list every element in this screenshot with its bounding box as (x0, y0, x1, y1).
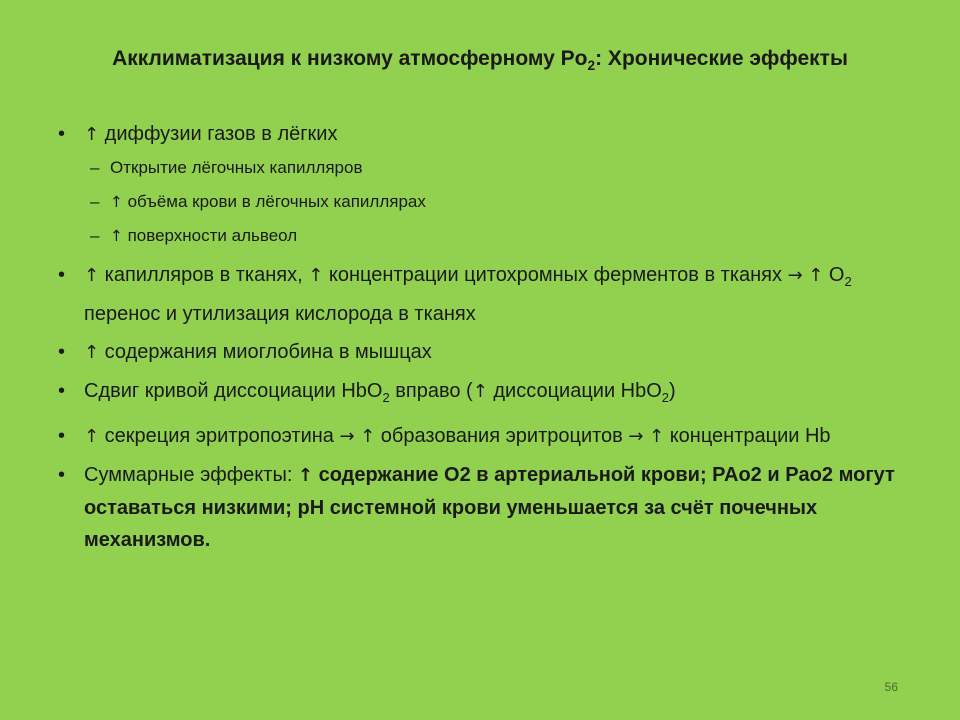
bullet-icon: • (58, 123, 66, 145)
right-arrow-icon: → (339, 426, 355, 447)
slide-title: Акклиматизация к низкому атмосферному $Po_2$: Хронические эффекты (112, 47, 848, 74)
bullet-icon: • (58, 380, 66, 402)
up-arrow-icon: ↑ (297, 465, 314, 486)
bullet-icon: • (58, 341, 66, 363)
up-arrow-icon: ↑ (110, 227, 123, 245)
up-arrow-icon: ↑ (360, 426, 376, 447)
list-item: • Суммарные эффекты: ↑ содержание O2 в артериальной крови; PAo2 и Pao2 могут оставаться низкими; pH системной крови уменьшается за счёт почечных механизмов. (58, 459, 918, 556)
bullet-icon: • (58, 425, 66, 447)
right-arrow-icon: → (628, 426, 644, 447)
bullet-list (58, 118, 918, 556)
dash-icon: – (90, 226, 100, 245)
up-arrow-icon: ↑ (472, 381, 488, 402)
list-item: • ↑ содержания миоглобина в мышцах (58, 336, 918, 369)
up-arrow-icon: ↑ (84, 265, 100, 286)
sub-list-item: – ↑ поверхности альвеол (58, 219, 918, 253)
bullet-icon: • (58, 464, 66, 486)
list-item: • Сдвиг кривой диссоциации HbO$_2$ вправо (↑ диссоциации HbO$_2$) (58, 375, 918, 414)
bullet-icon: • (58, 264, 66, 286)
sub-list-item: – Открытие лёгочных капилляров (58, 151, 918, 185)
up-arrow-icon: ↑ (84, 342, 100, 363)
dash-icon: – (90, 192, 100, 211)
up-arrow-icon: ↑ (308, 265, 324, 286)
dash-icon: – (90, 158, 100, 177)
list-item: • ↑ секреция эритропоэтина → ↑ образования эритроцитов → ↑ концентрации Hb (58, 420, 918, 453)
up-arrow-icon: ↑ (110, 193, 123, 211)
up-arrow-icon: ↑ (808, 265, 824, 286)
list-item: • ↑ диффузии газов в лёгких (58, 118, 918, 151)
slide-number: 56 (884, 680, 898, 694)
up-arrow-icon: ↑ (84, 426, 100, 447)
sub-list-item: – ↑ объёма крови в лёгочных капиллярах (58, 185, 918, 219)
up-arrow-icon: ↑ (84, 124, 100, 145)
up-arrow-icon: ↑ (649, 426, 665, 447)
right-arrow-icon: → (787, 265, 803, 286)
list-item: • ↑ капилляров в тканях, ↑ концентрации цитохромных ферментов в тканях → ↑ $O_2$ перенос и утилизация кислорода в тканях (58, 259, 918, 330)
